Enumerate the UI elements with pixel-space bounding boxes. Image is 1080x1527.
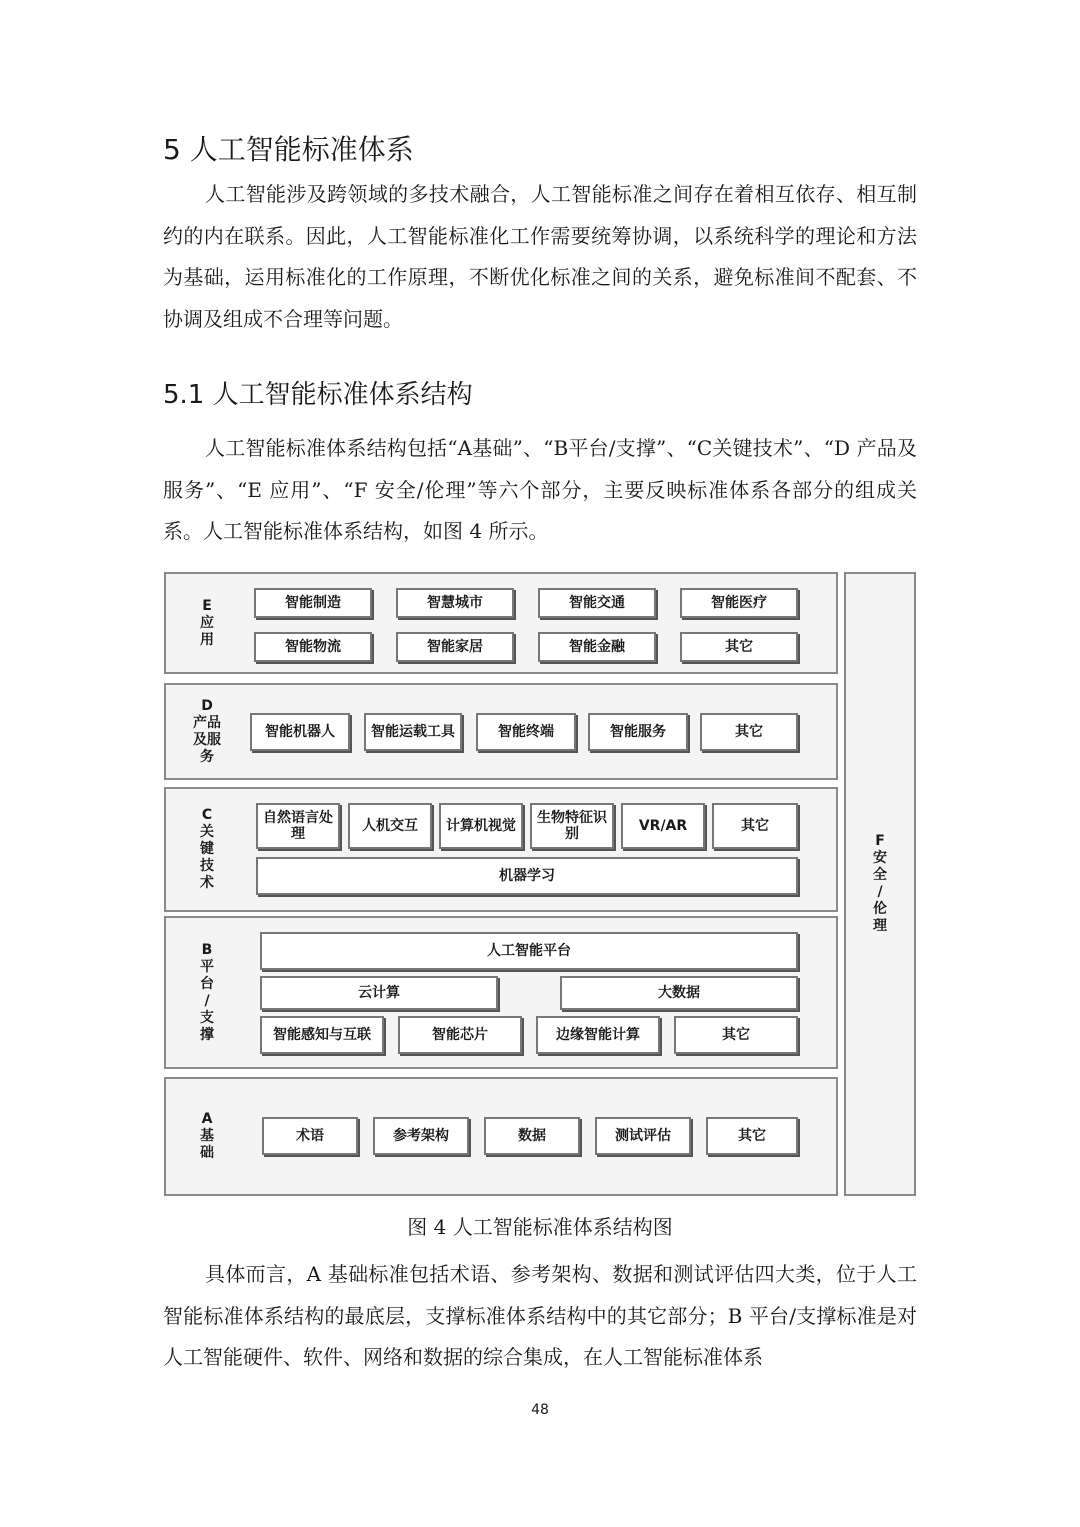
box-d-terminal: 智能终端 xyxy=(476,713,576,751)
subsection-paragraph: 人工智能标准体系结构包括“A基础”、“B平台/支撑”、“C关键技术”、“D 产品及服务”、“E 应用”、“F 安全/伦理”等六个部分，主要反映标准体系各部分的组成关系。人工智能标准体系结构，如图 4 所示。 xyxy=(163,436,917,543)
layer-a-label xyxy=(190,1079,224,1194)
layer-f-label-line: / xyxy=(877,884,883,900)
figure-caption: 图 4 人工智能标准体系结构图 xyxy=(407,1215,673,1239)
layer-b xyxy=(164,916,838,1069)
layer-f-label-line: F xyxy=(875,833,885,849)
layer-a xyxy=(164,1077,838,1196)
layer-b-label-line: / xyxy=(204,992,210,1009)
box-b-ai-chip: 智能芯片 xyxy=(398,1016,522,1054)
layer-c xyxy=(164,787,838,912)
box-e-smart-logistics: 智能物流 xyxy=(254,632,372,662)
box-a-reference-architecture: 参考架构 xyxy=(373,1117,469,1155)
layer-b-label xyxy=(190,918,224,1067)
box-d-vehicle: 智能运载工具 xyxy=(364,713,462,751)
box-c-cv: 计算机视觉 xyxy=(439,803,523,849)
box-b-ai-platform: 人工智能平台 xyxy=(260,932,798,970)
box-e-smart-finance: 智能金融 xyxy=(538,632,656,662)
layer-e-label xyxy=(190,574,224,672)
box-a-data: 数据 xyxy=(484,1117,580,1155)
layer-d-label-line: 及服 xyxy=(193,731,221,748)
layer-d-label-line: 务 xyxy=(200,748,214,765)
section-paragraph: 人工智能涉及跨领域的多技术融合，人工智能标准之间存在着相互依存、相互制约的内在联系。因此，人工智能标准化工作需要统筹协调，以系统科学的理论和方法为基础，运用标准化的工作原理，不断优化标准之间的关系，避免标准间不配套、不协调及组成不合理等问题。 xyxy=(163,182,917,331)
layer-a-label-line: 础 xyxy=(200,1145,214,1161)
body-paragraph: 具体而言，A 基础标准包括术语、参考架构、数据和测试评估四大类，位于人工智能标准体系结构的最底层，支撑标准体系结构中的其它部分；B 平台/支撑标准是对人工智能硬件、软件、网络和数据的综合集成，在人工智能标准体系 xyxy=(163,1262,917,1369)
box-a-testing-evaluation: 测试评估 xyxy=(595,1117,691,1155)
layer-f-label-line: 全 xyxy=(873,867,887,883)
layer-b-label-line: 平 xyxy=(200,958,214,975)
layer-c-label xyxy=(190,789,224,910)
section-title: 5 人工智能标准体系 xyxy=(163,133,414,166)
box-b-edge-computing: 边缘智能计算 xyxy=(536,1016,660,1054)
box-d-robot: 智能机器人 xyxy=(250,713,350,751)
layer-a-label-line: 基 xyxy=(200,1128,214,1144)
box-b-other: 其它 xyxy=(674,1016,798,1054)
box-c-biometrics: 生物特征识别 xyxy=(530,803,614,849)
box-d-other: 其它 xyxy=(700,713,798,751)
layer-f-safety-ethics xyxy=(844,572,916,1196)
layer-b-label-line: 撑 xyxy=(200,1026,214,1043)
layer-e-label-line: 应 xyxy=(200,614,214,631)
box-d-service: 智能服务 xyxy=(588,713,688,751)
box-e-smart-home: 智能家居 xyxy=(396,632,514,662)
layer-c-label-line: C xyxy=(201,807,213,823)
layer-d xyxy=(164,683,838,780)
layer-e xyxy=(164,572,838,674)
box-c-hci: 人机交互 xyxy=(348,803,432,849)
box-b-sensing-iot: 智能感知与互联 xyxy=(260,1016,384,1054)
box-c-other: 其它 xyxy=(712,803,798,849)
ai-standard-system-diagram xyxy=(164,572,916,1196)
layer-d-label xyxy=(190,685,224,778)
layer-c-label-line: 键 xyxy=(200,841,214,857)
box-c-machine-learning: 机器学习 xyxy=(256,857,798,895)
layer-d-label-line: D xyxy=(201,697,213,714)
box-b-cloud-computing: 云计算 xyxy=(260,976,498,1010)
layer-d-label-line: 产品 xyxy=(193,714,221,731)
box-b-big-data: 大数据 xyxy=(560,976,798,1010)
box-e-smart-manufacturing: 智能制造 xyxy=(254,588,372,618)
layer-b-label-line: 台 xyxy=(200,975,214,992)
box-c-vr-ar: VR/AR xyxy=(621,803,705,849)
box-a-other: 其它 xyxy=(706,1117,798,1155)
layer-a-label-line: A xyxy=(201,1111,213,1127)
box-e-smart-medical: 智能医疗 xyxy=(680,588,798,618)
layer-f-label-line: 伦 xyxy=(873,901,887,917)
layer-e-label-line: E xyxy=(202,597,212,614)
box-e-smart-city: 智慧城市 xyxy=(396,588,514,618)
page-number: 48 xyxy=(531,1402,549,1418)
box-c-nlp: 自然语言处理 xyxy=(256,803,340,849)
layer-e-label-line: 用 xyxy=(200,631,214,648)
box-a-terminology: 术语 xyxy=(262,1117,358,1155)
layer-b-label-line: 支 xyxy=(200,1009,214,1026)
layer-f-label-line: 安 xyxy=(873,850,887,866)
box-e-other: 其它 xyxy=(680,632,798,662)
layer-c-label-line: 术 xyxy=(200,875,214,891)
layer-b-label-line: B xyxy=(201,941,213,958)
layer-c-label-line: 技 xyxy=(200,858,214,874)
layer-c-label-line: 关 xyxy=(200,824,214,840)
layer-f-label-line: 理 xyxy=(873,918,887,934)
subsection-title: 5.1 人工智能标准体系结构 xyxy=(163,380,473,410)
box-e-smart-transport: 智能交通 xyxy=(538,588,656,618)
